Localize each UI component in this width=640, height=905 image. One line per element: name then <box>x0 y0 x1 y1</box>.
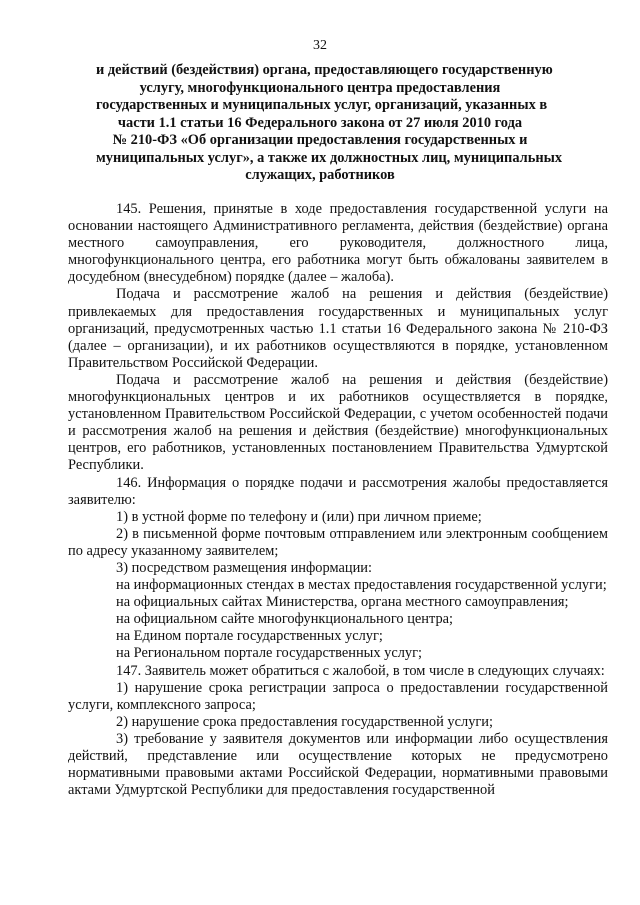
paragraph-145: 145. Решения, принятые в ходе предоставления государственной услуги на основании настоящего Административного регламента, действия (бездействие) органа местного самоуправления, его руководителя, должностного лица, многофункционального центра, его работника могут быть обжалованы заявителем в досудебном (внесудебном) порядке (далее – жалоба). <box>68 201 608 286</box>
list-item: 2) нарушение срока предоставления государственной услуги; <box>116 713 493 730</box>
list-item: на Едином портале государственных услуг; <box>116 628 383 645</box>
paragraph-147: 147. Заявитель может обратиться с жалобой, в том числе в следующих случаях: <box>116 662 605 679</box>
list-item: на официальном сайте многофункционального центра; <box>116 611 454 628</box>
list-item: 2) в письменной форме почтовым отправлением или электронным сообщением по адресу указанному заявителем; <box>68 525 608 559</box>
list-item: на Региональном портале государственных услуг; <box>116 645 423 662</box>
paragraph-146: 146. Информация о порядке подачи и рассмотрения жалобы предоставляется заявителю: <box>68 474 608 508</box>
list-item: 3) посредством размещения информации: <box>116 559 372 576</box>
list-item: 1) нарушение срока регистрации запроса о предоставлении государственной услуги, комплексного запроса; <box>68 679 608 713</box>
heading-line: служащих, работников <box>245 167 395 183</box>
document-body <box>68 201 608 799</box>
list-item: на информационных стендах в местах предоставления государственной услуги; <box>116 577 607 594</box>
heading-line: услугу, многофункционального центра предоставления <box>139 79 501 96</box>
heading-line: муниципальных услуг», а также их должностных лиц, муниципальных <box>96 149 563 166</box>
heading-line: части 1.1 статьи 16 Федерального закона от 27 июля 2010 года <box>117 114 523 131</box>
section-heading <box>96 62 563 185</box>
page-number: 32 <box>313 38 327 53</box>
paragraph-mfc: Подача и рассмотрение жалоб на решения и действия (бездействие) многофункциональных центров и их работников осуществляется в порядке, установленном Правительством Российской Федерации, с учетом особенностей подачи и рассмотрения жалоб на решения и действия (бездействие) многофункциональных центров, его работников, установленных постановлением Правительства Удмуртской Республики. <box>68 371 608 474</box>
heading-line: № 210-ФЗ «Об организации предоставления государственных и <box>112 132 528 148</box>
list-item: 1) в устной форме по телефону и (или) при личном приеме; <box>116 508 482 525</box>
heading-line: государственных и муниципальных услуг, организаций, указанных в <box>96 97 548 113</box>
heading-line: и действий (бездействия) органа, предоставляющего государственную <box>96 62 553 78</box>
paragraph-organizations: Подача и рассмотрение жалоб на решения и действия (бездействие) привлекаемых для предоставления государственных и муниципальных услуг организаций, предусмотренных частью 1.1 статьи 16 Федерального закона № 210-ФЗ (далее – организации), и их работников осуществляются в порядке, установленном Правительством Российской Федерации. <box>68 286 608 371</box>
list-item: на официальных сайтах Министерства, органа местного самоуправления; <box>116 594 569 611</box>
list-item: 3) требование у заявителя документов или информации либо осуществления действий, представление или осуществление которых не предусмотрено нормативными правовыми актами Российской Федерации, нормативными правовыми актами Удмуртской Республики для предоставления государственной <box>68 730 608 799</box>
